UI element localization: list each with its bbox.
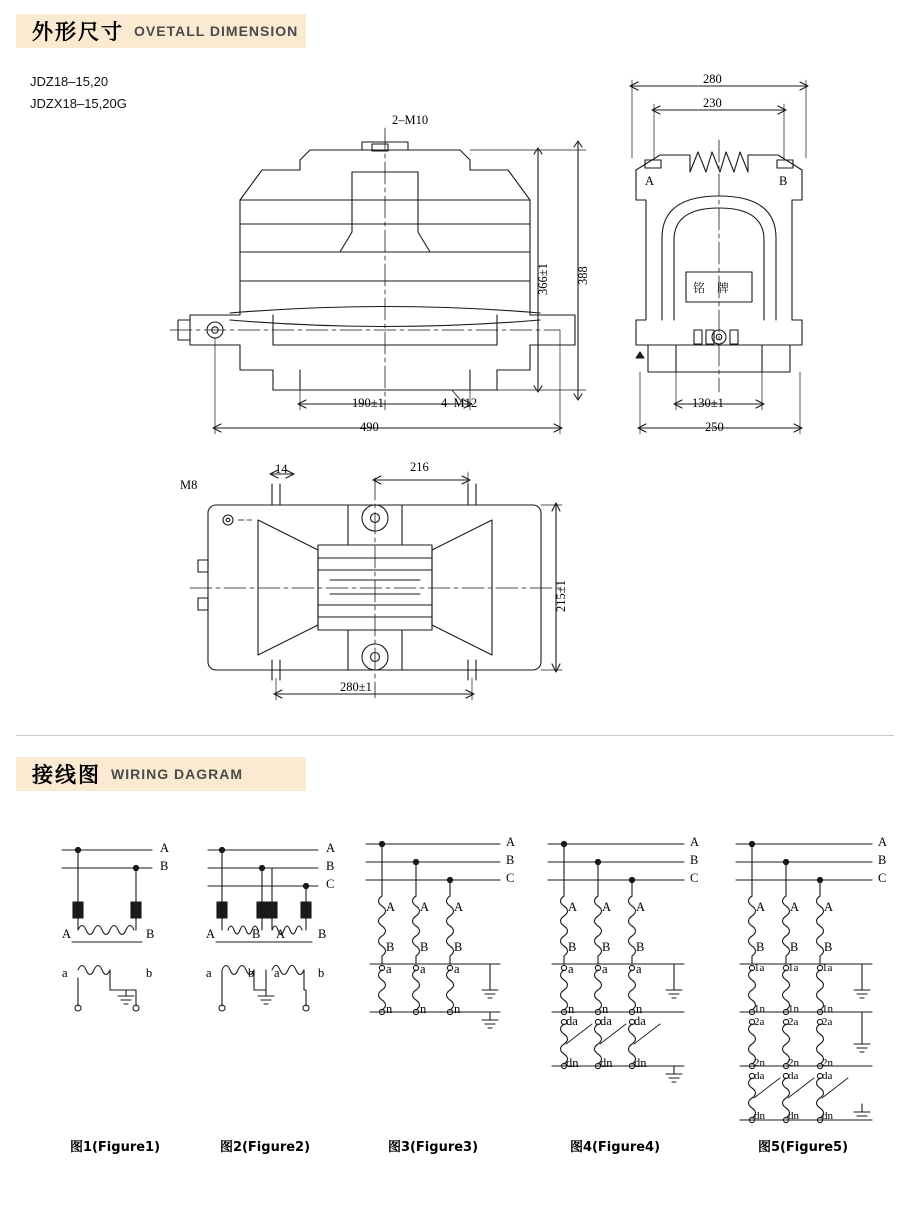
label-280-bottom: 280±1 [340, 680, 372, 694]
fig4-w3-mid: B [636, 940, 645, 954]
figure-caption-3: 图3(Figure3) [387, 1140, 479, 1155]
label-190: 190±1 [352, 396, 384, 410]
figure-caption-2: 图2(Figure2) [219, 1140, 311, 1155]
fig5-w2-da: da [788, 1070, 799, 1082]
fig3-w1-top: A [386, 900, 396, 914]
fig2-phase-b: B [326, 859, 335, 873]
fig4-w2-bot: n [602, 1002, 609, 1016]
fig5-phase-c: C [878, 871, 887, 885]
label-388: 388 [576, 266, 590, 285]
fig5-w2-dn: dn [788, 1110, 799, 1122]
section-title-cn-wiring: 接线图 [32, 763, 101, 787]
fig5-w1-da: da [754, 1070, 765, 1082]
fig4-w3-aux-bot: dn [634, 1056, 647, 1070]
fig4-w1-aux-top: da [566, 1014, 578, 1028]
section-header-wiring [16, 757, 306, 791]
fig5-w2-top: A [790, 900, 800, 914]
fig4-w1-bot: n [568, 1002, 575, 1016]
fig2-primary-b2: B [318, 927, 327, 941]
fig5-phase-b: B [878, 853, 887, 867]
label-terminal-a: A [645, 174, 655, 188]
label-m8: M8 [180, 478, 198, 492]
fig5-w3-top: A [824, 900, 834, 914]
label-230: 230 [703, 96, 722, 110]
fig4-w1-aux-bot: dn [566, 1056, 579, 1070]
figure-caption-4: 图4(Figure4) [569, 1140, 661, 1155]
label-nameplate: 铭 牌 [693, 281, 733, 295]
fig5-w2-1a: 1a [788, 962, 799, 974]
label-366: 366±1 [536, 263, 550, 295]
fig2-phase-a: A [326, 841, 336, 855]
fig4-w3-aux-top: da [634, 1014, 646, 1028]
fig4-w2-aux-bot: dn [600, 1056, 613, 1070]
label-280-top: 280 [703, 72, 722, 86]
figure-caption-1: 图1(Figure1) [69, 1140, 161, 1155]
fig3-w3-top: A [454, 900, 464, 914]
fig4-phase-b: B [690, 853, 699, 867]
fig1-secondary-b: b [146, 966, 153, 980]
fig5-w3-2a: 2a [822, 1016, 833, 1028]
fig3-phase-b: B [506, 853, 515, 867]
fig4-w2-mid: B [602, 940, 611, 954]
fig5-w2-2n: 2n [788, 1057, 799, 1069]
fig5-w3-1a: 1a [822, 962, 833, 974]
fig5-w1-2a: 2a [754, 1016, 765, 1028]
fig5-w2-mid: B [790, 940, 799, 954]
fig5-w3-1n: 1n [822, 1003, 833, 1015]
fig4-w1-sec: a [568, 962, 574, 976]
fig3-w2-sec: a [420, 962, 426, 976]
fig5-w3-da: da [822, 1070, 833, 1082]
fig4-w3-top: A [636, 900, 646, 914]
label-250: 250 [705, 420, 724, 434]
fig3-w3-mid: B [454, 940, 463, 954]
fig2-phase-c: C [326, 877, 335, 891]
fig5-w1-2n: 2n [754, 1057, 765, 1069]
fig3-w1-bot: n [386, 1002, 393, 1016]
fig2-primary-b1: B [252, 927, 261, 941]
fig2-primary-a1: A [206, 927, 216, 941]
fig5-w3-2n: 2n [822, 1057, 833, 1069]
fig5-w1-mid: B [756, 940, 765, 954]
fig1-phase-b: B [160, 859, 169, 873]
fig5-w2-1n: 1n [788, 1003, 799, 1015]
fig2-secondary-b1: b [248, 966, 255, 980]
fig4-phase-a: A [690, 835, 700, 849]
label-216: 216 [410, 460, 429, 474]
fig5-w3-mid: B [824, 940, 833, 954]
fig3-phase-a: A [506, 835, 516, 849]
fig3-w3-bot: n [454, 1002, 461, 1016]
label-490: 490 [360, 420, 379, 434]
fig5-phase-a: A [878, 835, 888, 849]
fig3-w3-sec: a [454, 962, 460, 976]
label-215: 215±1 [554, 580, 568, 612]
fig4-w1-top: A [568, 900, 578, 914]
model-line-1: JDZ18–15,20 [30, 74, 109, 89]
fig5-w2-2a: 2a [788, 1016, 799, 1028]
fig5-w1-dn: dn [754, 1110, 765, 1122]
fig1-secondary-a: a [62, 966, 68, 980]
fig1-primary-b: B [146, 927, 155, 941]
fig2-primary-a2: A [276, 927, 286, 941]
fig4-phase-c: C [690, 871, 699, 885]
fig4-w3-bot: n [636, 1002, 643, 1016]
fig4-w1-mid: B [568, 940, 577, 954]
fig1-primary-a: A [62, 927, 72, 941]
label-4-m12: 4–M12 [441, 396, 478, 410]
label-130: 130±1 [692, 396, 724, 410]
section-title-en: OVETALL DIMENSION [134, 23, 299, 39]
model-line-2: JDZX18–15,20G [30, 96, 127, 111]
fig3-w2-mid: B [420, 940, 429, 954]
fig4-w3-sec: a [636, 962, 642, 976]
fig5-w3-dn: dn [822, 1110, 833, 1122]
fig2-secondary-b2: b [318, 966, 325, 980]
fig3-w2-top: A [420, 900, 430, 914]
figure-caption-5: 图5(Figure5) [757, 1140, 849, 1155]
section-divider [16, 735, 894, 736]
fig2-secondary-a2: a [274, 966, 280, 980]
fig1-phase-a: A [160, 841, 170, 855]
label-14: 14 [275, 462, 288, 476]
fig3-w2-bot: n [420, 1002, 427, 1016]
fig5-w1-1n: 1n [754, 1003, 765, 1015]
fig3-w1-sec: a [386, 962, 392, 976]
fig2-secondary-a1: a [206, 966, 212, 980]
fig4-w2-aux-top: da [600, 1014, 612, 1028]
fig5-w1-top: A [756, 900, 766, 914]
label-2-m10: 2–M10 [392, 113, 429, 127]
fig3-phase-c: C [506, 871, 515, 885]
fig4-w2-top: A [602, 900, 612, 914]
section-title-en-wiring: WIRING DAGRAM [111, 766, 243, 782]
section-title-cn: 外形尺寸 [32, 20, 124, 44]
label-terminal-b: B [779, 174, 788, 188]
fig3-w1-mid: B [386, 940, 395, 954]
fig5-w1-1a: 1a [754, 962, 765, 974]
fig4-w2-sec: a [602, 962, 608, 976]
